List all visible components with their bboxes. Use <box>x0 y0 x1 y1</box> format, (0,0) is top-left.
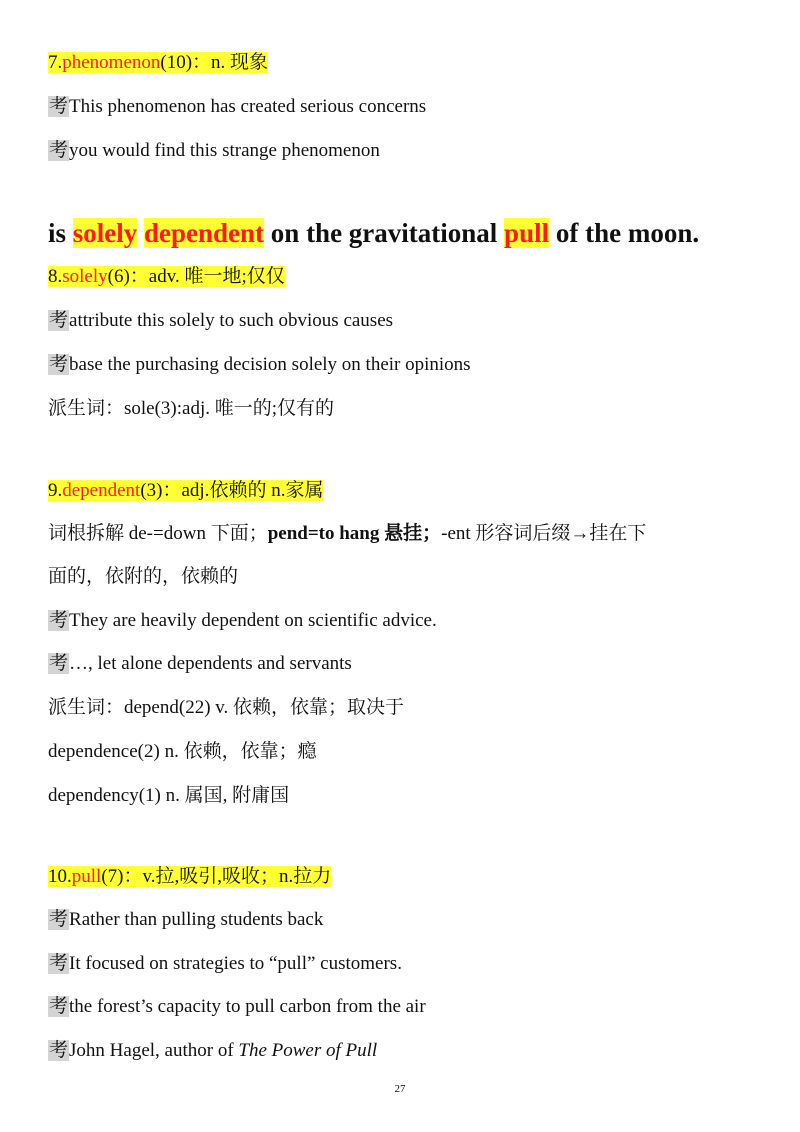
exam-marker: 考 <box>49 953 69 974</box>
exam-marker: 考 <box>49 996 69 1017</box>
example-text: you would find this strange phenomenon <box>69 140 380 161</box>
example <box>48 995 426 1019</box>
example <box>48 353 471 377</box>
entry-9-heading <box>48 479 323 503</box>
example-text: attribute this solely to such obvious causes <box>69 310 394 331</box>
exam-marker: 考 <box>49 96 69 117</box>
definition: (3)：adj.依赖的 n.家属 <box>140 480 324 501</box>
example <box>48 952 402 976</box>
example <box>48 139 380 163</box>
example-text: Rather than pulling students back <box>69 909 324 930</box>
example <box>48 652 352 676</box>
exam-marker: 考 <box>49 653 69 674</box>
example <box>48 908 323 932</box>
entry-9-highlight <box>48 480 323 501</box>
headword: pull <box>71 866 102 887</box>
entry-7-highlight <box>48 52 268 73</box>
example <box>48 309 393 333</box>
entry-number: 8. <box>48 266 63 287</box>
definition: (10)：n. 现象 <box>160 52 269 73</box>
entry-number: 10. <box>48 866 72 887</box>
example-text: It focused on strategies to “pull” customers. <box>69 953 402 974</box>
exam-marker: 考 <box>49 1040 69 1061</box>
key-sentence: is solely dependent on the gravitational pull of the moon. <box>48 218 700 248</box>
entry-7-heading <box>48 51 268 75</box>
example-text: base the purchasing decision solely on their opinions <box>69 354 471 375</box>
entry-10-heading <box>48 865 331 889</box>
exam-marker: 考 <box>49 610 69 631</box>
entry-8-highlight <box>48 266 285 287</box>
sentence-highlight-solely: solely <box>72 218 138 248</box>
exam-marker: 考 <box>49 310 69 331</box>
example <box>48 1039 377 1063</box>
example-text: John Hagel, author of <box>69 1040 239 1061</box>
example-text: They are heavily dependent on scientific advice. <box>69 610 437 631</box>
sentence-highlight-pull: pull <box>504 218 550 248</box>
book-title: The Power of Pull <box>238 1040 378 1061</box>
derived-words: dependency(1) n. 属国, 附庸国 <box>48 785 290 806</box>
definition: (7)：v.拉,吸引,吸收；n.拉力 <box>101 866 332 887</box>
root-breakdown-cont: 面的，依附的，依赖的 <box>48 566 239 587</box>
exam-marker: 考 <box>49 354 69 375</box>
entry-number: 9. <box>48 480 63 501</box>
derived-words: dependence(2) n. 依赖，依靠；瘾 <box>48 741 317 762</box>
entry-number: 7. <box>48 52 63 73</box>
page-number: 27 <box>394 1083 406 1095</box>
sentence-highlight-dependent: dependent <box>144 218 265 248</box>
definition: (6)：adv. 唯一地;仅仅 <box>107 266 285 287</box>
headword: solely <box>62 266 108 287</box>
example <box>48 609 437 633</box>
example-text: the forest’s capacity to pull carbon from the air <box>69 996 426 1017</box>
root-breakdown: 词根拆解 de-=down 下面；pend=to hang 悬挂；-ent 形容词后缀→挂在下 <box>48 523 647 544</box>
exam-marker: 考 <box>49 909 69 930</box>
headword: dependent <box>62 480 141 501</box>
example <box>48 95 426 119</box>
entry-10-highlight <box>48 866 331 887</box>
example-text: This phenomenon has created serious concerns <box>69 96 427 117</box>
exam-marker: 考 <box>49 140 69 161</box>
example-text: …, let alone dependents and servants <box>69 653 352 674</box>
entry-8-heading <box>48 265 285 289</box>
derived-words: 派生词：depend(22) v. 依赖，依靠；取决于 <box>48 697 405 718</box>
headword: phenomenon <box>62 52 161 73</box>
derived-words: 派生词：sole(3):adj. 唯一的;仅有的 <box>48 398 335 419</box>
